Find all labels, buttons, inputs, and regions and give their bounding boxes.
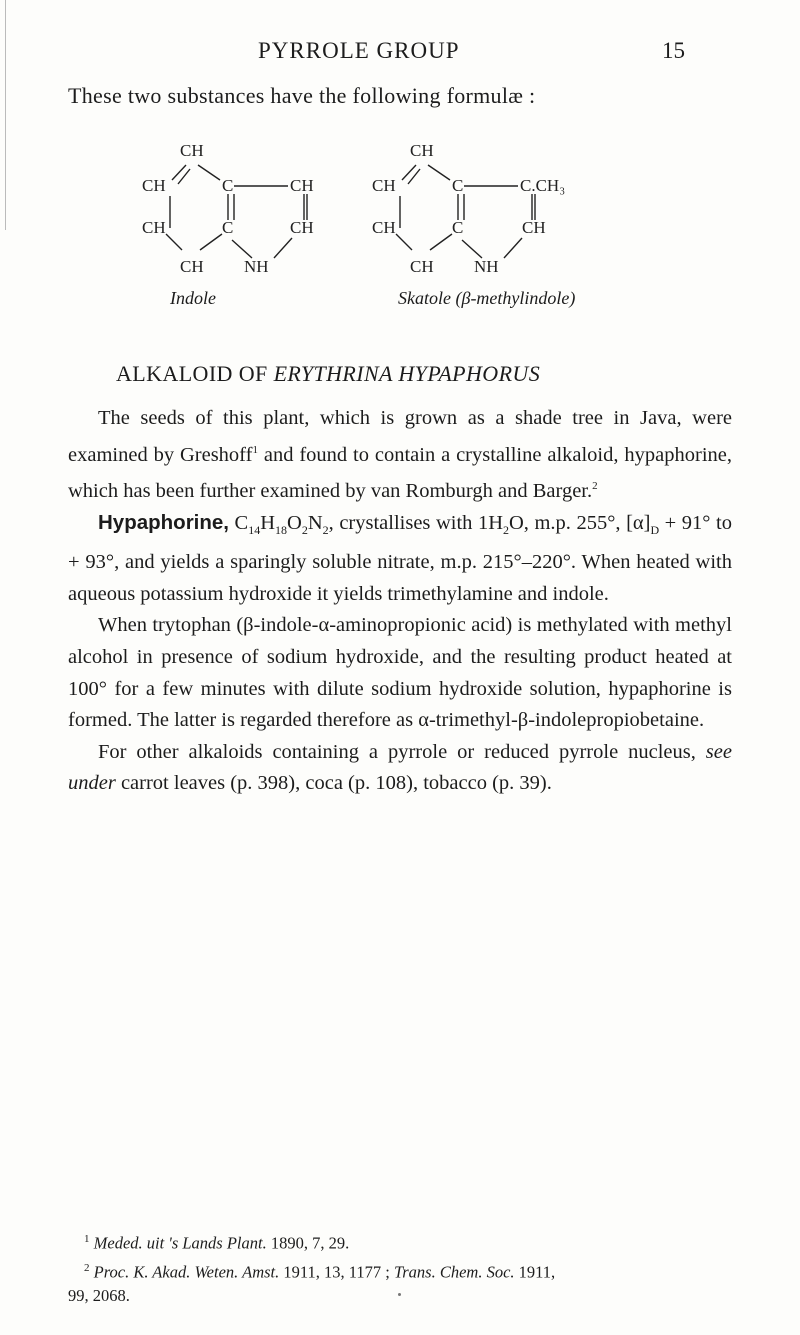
footnote-1 (84, 1227, 732, 1256)
paragraph-other-alkaloids (68, 737, 732, 800)
paragraph-seeds (68, 403, 732, 507)
term-hypaphorine: Hypaphorine, (98, 511, 229, 535)
atom-left-upper: CH (142, 176, 166, 195)
atom-bottom-left: CH (180, 257, 204, 276)
body-text (68, 403, 732, 800)
subscript: 2 (503, 523, 509, 538)
atom-right-upper: CH (290, 176, 314, 195)
section-heading-plant: ERYTHRINA HYPAPHORUS (273, 361, 541, 386)
subscript: 18 (275, 523, 288, 538)
footnote-2-continuation: 99, 2068. (68, 1286, 130, 1305)
atom-fusion-upper: C (452, 176, 464, 195)
subscript: 2 (301, 523, 308, 538)
atom-bottom-right: NH (244, 257, 269, 276)
subscript: 2 (322, 523, 329, 538)
footnote-text: 1911, 13, 1177 ; (279, 1262, 394, 1281)
formula-caption-indole: Indole (170, 288, 216, 308)
subscript: D (650, 523, 660, 538)
atom-fusion-upper: C (222, 176, 234, 195)
atom-bottom-right: NH (474, 257, 499, 276)
footnote-2 (84, 1256, 732, 1285)
atom-fusion-lower: C (222, 218, 234, 237)
footnote-text: 1890, 7, 29. (266, 1233, 350, 1253)
atom-left-upper: CH (372, 176, 396, 195)
see-under: see under (68, 740, 732, 795)
running-head (0, 38, 800, 68)
atom-right-lower: CH (290, 218, 314, 237)
page-number: 15 (662, 38, 685, 63)
paragraph-hypaphorine (68, 507, 732, 610)
footnote-source: Trans. Chem. Soc. (393, 1262, 515, 1281)
formula-text: O (287, 512, 302, 535)
atom-right-upper: C.CH₃ (520, 176, 566, 195)
paragraph-text: , crystallises with 1H (328, 512, 503, 535)
paragraph-text: For other alkaloids containing a pyrrole or reduced pyrrole nucleus, (98, 740, 696, 763)
printer-mark (398, 1293, 401, 1296)
intro-sentence: These two substances have the following formulæ : (68, 83, 536, 108)
subscript: 14 (248, 523, 261, 538)
footnote-number: 2 (84, 1261, 90, 1274)
footnote-text: 1911, (514, 1262, 556, 1281)
footnote-source: Proc. K. Akad. Weten. Amst. (93, 1262, 280, 1281)
paragraph-text: The seeds of this plant, which is grown as a shade tree in Java, were examined by Greshoff (68, 407, 732, 466)
paragraph-text: carrot leaves (p. 398), coca (p. 108), tobacco (p. 39). (115, 772, 552, 795)
atom-top: CH (410, 141, 434, 160)
atom-bottom-left: CH (410, 257, 434, 276)
paragraph-text: O, m.p. 255°, [α] (509, 512, 651, 535)
skatole-structural-formula (372, 140, 612, 285)
formula-text: H (260, 512, 276, 535)
skatole-structure-diagram (372, 140, 612, 280)
footnote-source: Meded. uit 's Lands Plant. (93, 1233, 267, 1253)
running-title: PYRROLE GROUP (258, 38, 460, 63)
formula-text: C (229, 512, 249, 535)
atom-left-lower: CH (372, 218, 396, 237)
atom-fusion-lower: C (452, 218, 464, 237)
atom-left-lower: CH (142, 218, 166, 237)
indole-structural-formula (142, 140, 342, 285)
indole-structure-diagram (142, 140, 342, 280)
footnote-number: 1 (84, 1233, 90, 1245)
footnote-ref-1: 1 (252, 443, 258, 456)
atom-top: CH (180, 141, 204, 160)
atom-right-lower: CH (522, 218, 546, 237)
paragraph-trytophan: When trytophan (β-indole-α-aminopropionic acid) is methylated with methyl alcohol in presence of sodium hydroxide, and the resulting product heated at 100° for a few minutes with dilute sodium hydroxide solution, hypaphorine is formed. The latter is regarded therefore as α-trimethyl-β-indolepropiobetaine. (68, 614, 732, 732)
section-heading (116, 361, 540, 387)
footnote-ref-2: 2 (592, 480, 598, 493)
section-heading-prefix: ALKALOID OF (116, 361, 274, 386)
paragraph-text: and found to contain a crystalline alkaloid, hypaphorine, which has been further examined by van Romburgh and Barger. (68, 443, 732, 502)
formula-text: N (307, 512, 323, 535)
paragraph-text: + 91° to + 93°, and yields a sparingly soluble nitrate, m.p. 215°–220°. When heated with aqueous potassium hydroxide it yields trimethylamine and indole. (68, 512, 732, 605)
page-edge-line (5, 0, 6, 230)
formula-caption-skatole: Skatole (β-methylindole) (398, 288, 576, 308)
